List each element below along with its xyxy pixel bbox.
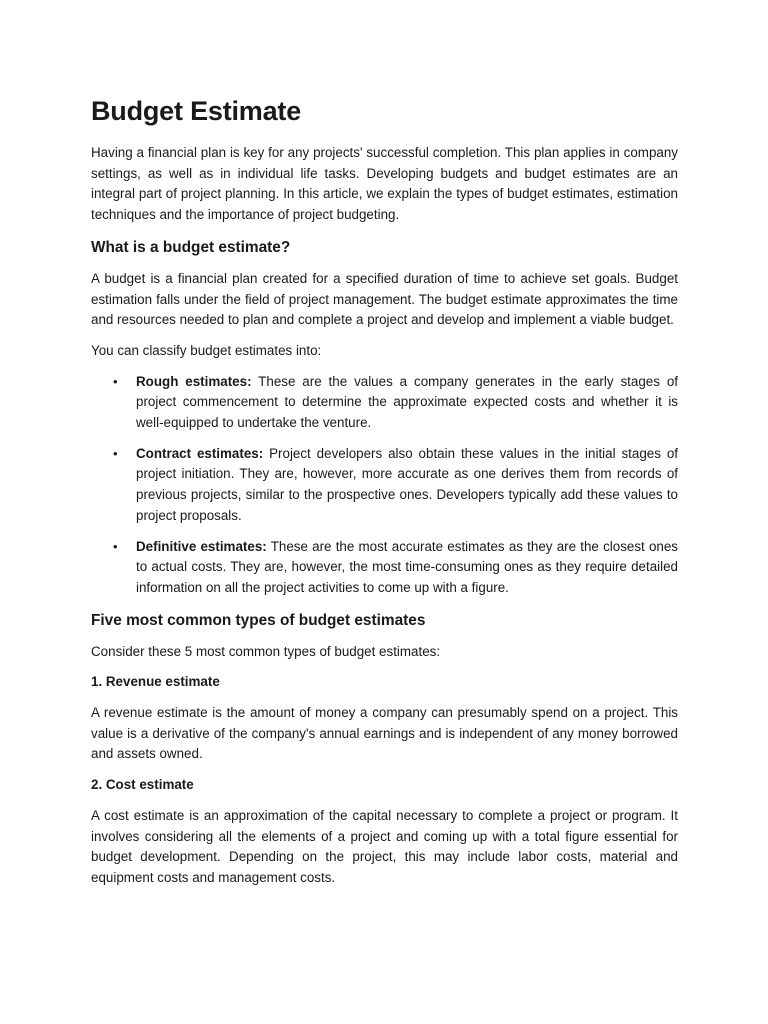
bullet-icon: • — [113, 538, 118, 554]
bullet-icon: • — [113, 445, 118, 461]
page-title: Budget Estimate — [91, 96, 302, 126]
section-heading-five-types: Five most common types of budget estimates — [91, 611, 426, 629]
list-item-rough — [91, 372, 678, 434]
revenue-estimate-paragraph: A revenue estimate is the amount of money a company can presumably spend on a project. This value is a derivative of the company's annual earnings and is independent of any money borrowed and assets owned. — [91, 705, 678, 762]
classify-intro: You can classify budget estimates into: — [91, 342, 322, 358]
list-item-term: Definitive estimates: — [136, 538, 267, 554]
intro-paragraph: Having a financial plan is key for any projects' successful completion. This plan applies in company settings, as well as in individual life tasks. Developing budgets and budget estimates are an integral part of project planning. In this article, we explain the types of budget estimates, estimation techniques and the importance of project budgeting. — [91, 145, 678, 223]
five-types-intro: Consider these 5 most common types of budget estimates: — [91, 643, 441, 659]
cost-estimate-paragraph: A cost estimate is an approximation of the capital necessary to complete a project or program. It involves considering all the elements of a project and coming up with a total figure essential for budget development. Depending on the project, this may include labor costs, material and equipment costs and management costs. — [91, 807, 678, 885]
list-item-term: Rough estimates: — [136, 373, 252, 389]
list-item-text: These are the most accurate estimates as they are the closest ones to actual costs. They are, however, the most time-consuming ones as they require detailed information on all the project activities to come up with a figure. — [136, 538, 679, 595]
estimate-types-list — [91, 372, 678, 599]
section-heading-what-is: What is a budget estimate? — [91, 238, 291, 256]
list-item-contract — [91, 444, 678, 527]
list-item-definitive — [91, 537, 678, 599]
list-item-text: Project developers also obtain these values in the initial stages of project initiation. They are, however, more accurate as one derives them from records of previous projects, similar to the prospective ones. Developers typically add these values to project proposals. — [136, 445, 679, 523]
document-content — [91, 93, 678, 899]
bullet-icon: • — [113, 373, 118, 389]
subheading-revenue-estimate: 1. Revenue estimate — [91, 674, 220, 690]
list-item-term: Contract estimates: — [136, 445, 264, 461]
definition-paragraph: A budget is a financial plan created for a specified duration of time to achieve set goals. Budget estimation falls under the field of project management. The budget estimate approximates the time and resources needed to plan and complete a project and develop and implement a viable budget. — [91, 270, 678, 328]
list-item-text: These are the values a company generates in the early stages of project commencement to determine the approximate expected costs and whether it is well-equipped to undertake the venture. — [136, 373, 678, 431]
subheading-cost-estimate: 2. Cost estimate — [91, 777, 194, 793]
